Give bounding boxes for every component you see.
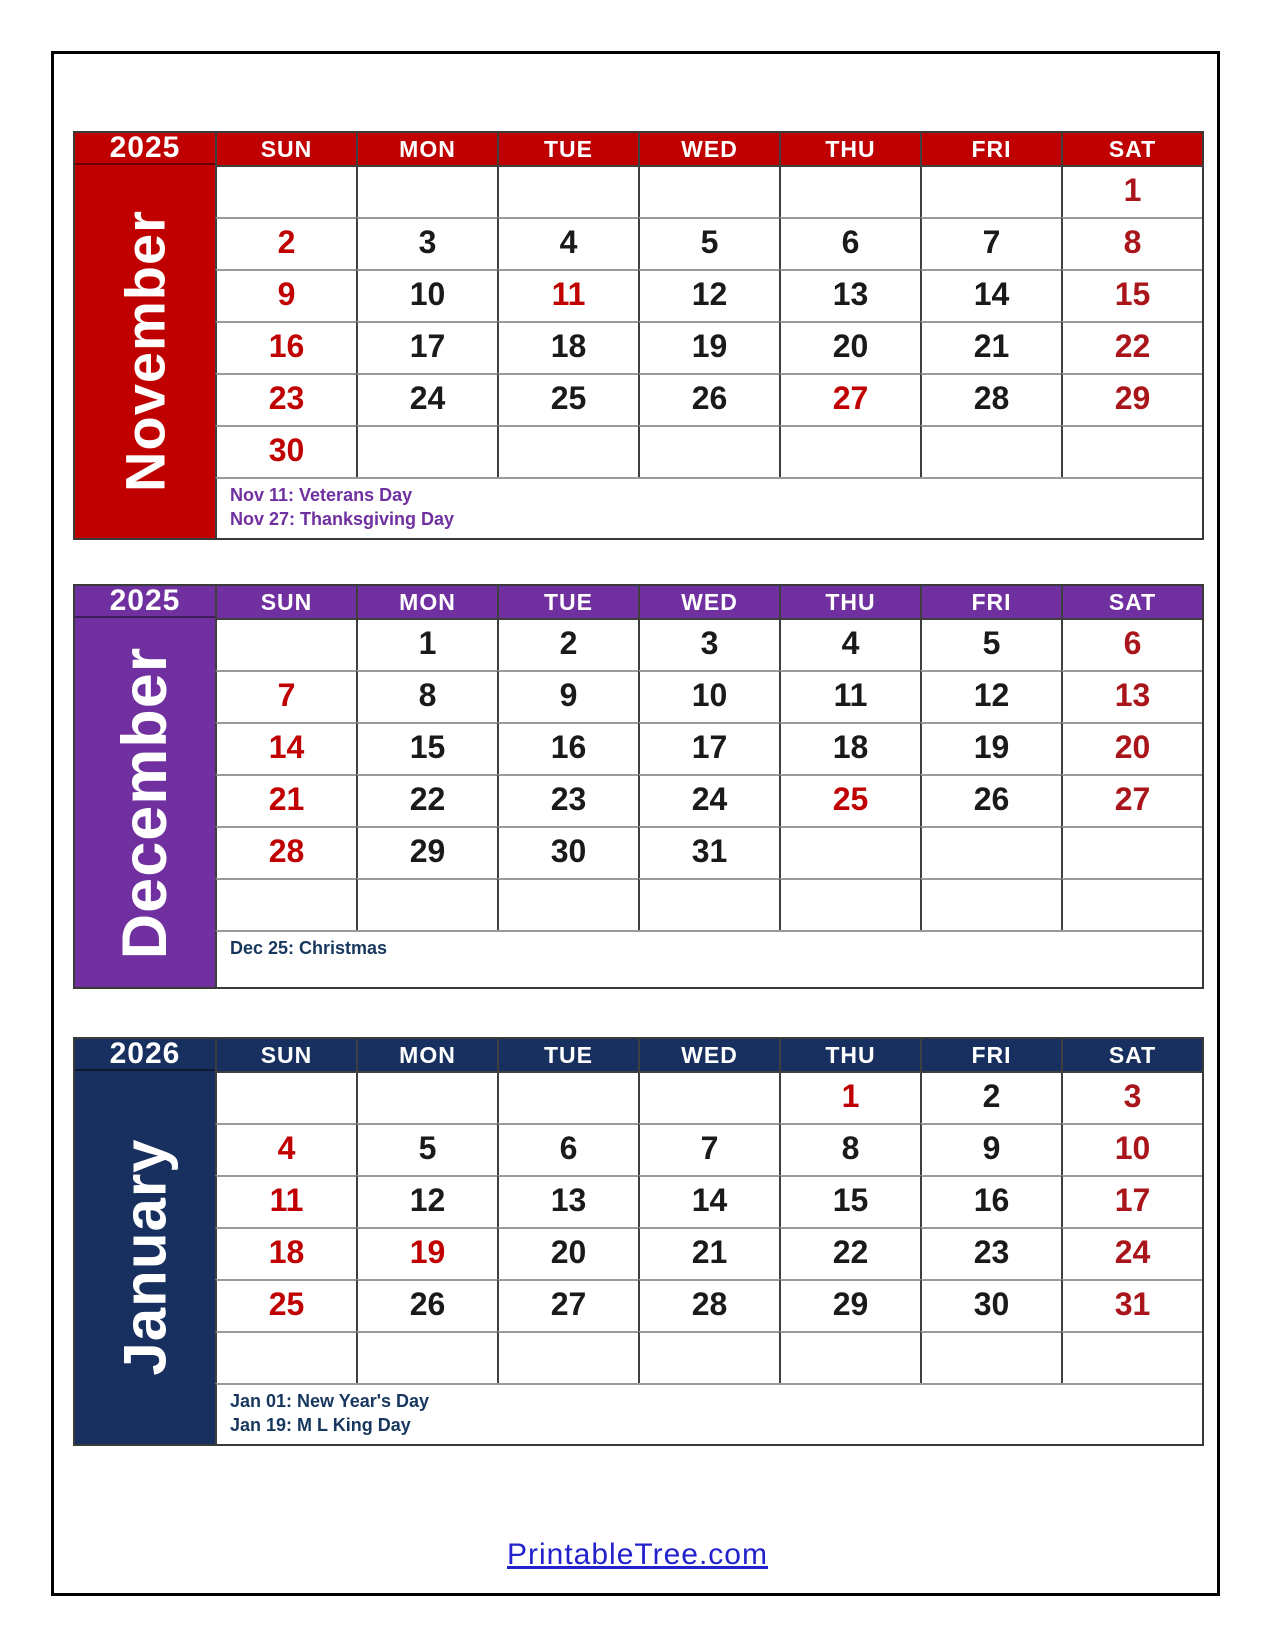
date-cell-empty (497, 1331, 638, 1383)
day-header-cell: SUN (215, 133, 356, 165)
holiday-note: Dec 25: Christmas (230, 938, 388, 958)
date-cell-empty (215, 618, 356, 670)
date-cell: 16 (920, 1175, 1061, 1227)
date-cell: 11 (215, 1175, 356, 1227)
date-cell: 14 (920, 269, 1061, 321)
holiday-notes (215, 1383, 1202, 1444)
day-header-cell: FRI (920, 133, 1061, 165)
day-header-cell: WED (638, 133, 779, 165)
date-cell: 9 (215, 269, 356, 321)
year-label: 2026 (75, 1039, 215, 1071)
date-cell-empty (215, 165, 356, 217)
day-header-cell: MON (356, 1039, 497, 1071)
date-cell: 14 (638, 1175, 779, 1227)
date-cell-empty (638, 425, 779, 477)
date-cell-empty (356, 1331, 497, 1383)
date-cell: 7 (215, 670, 356, 722)
date-cell: 21 (920, 321, 1061, 373)
date-cell: 7 (920, 217, 1061, 269)
day-header-cell: SUN (215, 586, 356, 618)
date-cell: 10 (1061, 1123, 1202, 1175)
date-cell: 23 (920, 1227, 1061, 1279)
month-name-vertical: November (113, 210, 177, 493)
date-cell: 4 (497, 217, 638, 269)
date-cell: 28 (215, 826, 356, 878)
date-cell-empty (215, 1071, 356, 1123)
date-cell: 1 (779, 1071, 920, 1123)
date-cell: 30 (920, 1279, 1061, 1331)
date-cell-empty (638, 1071, 779, 1123)
year-label: 2025 (75, 586, 215, 618)
date-cell: 25 (215, 1279, 356, 1331)
date-cell: 29 (779, 1279, 920, 1331)
date-cell: 8 (1061, 217, 1202, 269)
date-cell: 27 (1061, 774, 1202, 826)
date-cell-empty (779, 1331, 920, 1383)
date-cell: 22 (356, 774, 497, 826)
date-cell: 15 (356, 722, 497, 774)
day-header-cell: THU (779, 133, 920, 165)
date-cell: 24 (1061, 1227, 1202, 1279)
date-cell: 10 (356, 269, 497, 321)
date-cell: 16 (215, 321, 356, 373)
date-cell: 12 (356, 1175, 497, 1227)
day-header-cell: WED (638, 586, 779, 618)
day-header-cell: FRI (920, 586, 1061, 618)
date-cell: 18 (497, 321, 638, 373)
date-cell: 18 (779, 722, 920, 774)
date-cell: 15 (779, 1175, 920, 1227)
date-cell-empty (638, 1331, 779, 1383)
month-block-december (73, 584, 1204, 989)
date-cell-empty (1061, 425, 1202, 477)
date-cell: 13 (497, 1175, 638, 1227)
date-cell: 30 (497, 826, 638, 878)
date-cell: 18 (215, 1227, 356, 1279)
day-header-cell: MON (356, 133, 497, 165)
date-cell: 1 (1061, 165, 1202, 217)
month-name-band (75, 165, 215, 538)
holiday-note: Jan 19: M L King Day (230, 1414, 411, 1435)
footer (0, 1538, 1275, 1572)
date-cell: 22 (779, 1227, 920, 1279)
day-header-cell: FRI (920, 1039, 1061, 1071)
date-cell: 30 (215, 425, 356, 477)
date-cell-empty (779, 826, 920, 878)
day-header-cell: TUE (497, 133, 638, 165)
footer-link[interactable]: PrintableTree.com (507, 1538, 768, 1571)
date-cell: 21 (638, 1227, 779, 1279)
date-cell: 28 (920, 373, 1061, 425)
date-cell-empty (920, 826, 1061, 878)
date-cell: 19 (638, 321, 779, 373)
day-header-cell: SAT (1061, 586, 1202, 618)
year-label: 2025 (75, 133, 215, 165)
date-cell: 26 (920, 774, 1061, 826)
date-cell: 10 (638, 670, 779, 722)
date-cell: 3 (638, 618, 779, 670)
date-cell-empty (920, 425, 1061, 477)
date-cell: 4 (779, 618, 920, 670)
date-cell: 2 (920, 1071, 1061, 1123)
date-cell: 25 (779, 774, 920, 826)
day-header-cell: SAT (1061, 1039, 1202, 1071)
date-cell-empty (920, 165, 1061, 217)
date-cell: 15 (1061, 269, 1202, 321)
date-cell: 8 (779, 1123, 920, 1175)
date-cell: 14 (215, 722, 356, 774)
date-cell: 31 (1061, 1279, 1202, 1331)
holiday-note: Jan 01: New Year's Day (230, 1391, 430, 1411)
holiday-note: Nov 11: Veterans Day (230, 485, 413, 505)
day-header-cell: MON (356, 586, 497, 618)
date-cell: 19 (920, 722, 1061, 774)
holiday-note: Nov 27: Thanksgiving Day (230, 508, 455, 529)
month-name-vertical: January (111, 1138, 179, 1377)
date-cell: 5 (356, 1123, 497, 1175)
date-cell: 4 (215, 1123, 356, 1175)
date-cell: 25 (497, 373, 638, 425)
date-cell-empty (356, 165, 497, 217)
date-cell-empty (497, 165, 638, 217)
date-cell-empty (356, 878, 497, 930)
date-cell-empty (1061, 826, 1202, 878)
date-cell-empty (920, 878, 1061, 930)
date-cell: 13 (1061, 670, 1202, 722)
holiday-notes (215, 477, 1202, 538)
date-cell: 6 (497, 1123, 638, 1175)
date-cell-empty (356, 1071, 497, 1123)
day-header-cell: THU (779, 1039, 920, 1071)
date-cell: 3 (356, 217, 497, 269)
date-cell-empty (638, 878, 779, 930)
date-cell: 1 (356, 618, 497, 670)
date-cell: 20 (497, 1227, 638, 1279)
month-block-november (73, 131, 1204, 540)
date-cell: 6 (779, 217, 920, 269)
date-cell-empty (356, 425, 497, 477)
date-cell: 29 (356, 826, 497, 878)
date-cell: 23 (497, 774, 638, 826)
date-cell-empty (638, 165, 779, 217)
date-cell: 12 (638, 269, 779, 321)
date-cell: 27 (779, 373, 920, 425)
date-cell: 17 (356, 321, 497, 373)
month-block-january (73, 1037, 1204, 1446)
date-cell: 19 (356, 1227, 497, 1279)
month-name-band (75, 618, 215, 987)
date-cell-empty (779, 165, 920, 217)
date-cell: 17 (1061, 1175, 1202, 1227)
date-cell: 13 (779, 269, 920, 321)
date-cell: 6 (1061, 618, 1202, 670)
date-cell: 7 (638, 1123, 779, 1175)
date-cell: 29 (1061, 373, 1202, 425)
date-cell-empty (779, 878, 920, 930)
date-cell-empty (779, 425, 920, 477)
date-cell: 2 (497, 618, 638, 670)
date-cell-empty (215, 878, 356, 930)
date-cell-empty (1061, 1331, 1202, 1383)
date-cell-empty (497, 1071, 638, 1123)
date-cell: 5 (920, 618, 1061, 670)
date-cell: 28 (638, 1279, 779, 1331)
date-cell: 26 (356, 1279, 497, 1331)
date-cell: 11 (497, 269, 638, 321)
date-cell: 31 (638, 826, 779, 878)
date-cell-empty (497, 878, 638, 930)
day-header-cell: SAT (1061, 133, 1202, 165)
date-cell-empty (1061, 878, 1202, 930)
date-cell: 2 (215, 217, 356, 269)
date-cell: 20 (1061, 722, 1202, 774)
day-header-cell: TUE (497, 586, 638, 618)
day-header-cell: TUE (497, 1039, 638, 1071)
date-cell: 27 (497, 1279, 638, 1331)
date-cell-empty (920, 1331, 1061, 1383)
date-cell: 8 (356, 670, 497, 722)
date-cell: 21 (215, 774, 356, 826)
date-cell: 20 (779, 321, 920, 373)
date-cell: 26 (638, 373, 779, 425)
day-header-cell: WED (638, 1039, 779, 1071)
date-cell: 23 (215, 373, 356, 425)
date-cell: 5 (638, 217, 779, 269)
date-cell: 12 (920, 670, 1061, 722)
month-name-band (75, 1071, 215, 1444)
holiday-notes (215, 930, 1202, 987)
date-cell-empty (215, 1331, 356, 1383)
date-cell: 9 (920, 1123, 1061, 1175)
date-cell: 24 (638, 774, 779, 826)
day-header-cell: SUN (215, 1039, 356, 1071)
day-header-cell: THU (779, 586, 920, 618)
month-name-vertical: December (110, 646, 180, 959)
date-cell: 16 (497, 722, 638, 774)
date-cell-empty (497, 425, 638, 477)
date-cell: 24 (356, 373, 497, 425)
date-cell: 3 (1061, 1071, 1202, 1123)
date-cell: 11 (779, 670, 920, 722)
date-cell: 9 (497, 670, 638, 722)
date-cell: 22 (1061, 321, 1202, 373)
date-cell: 17 (638, 722, 779, 774)
